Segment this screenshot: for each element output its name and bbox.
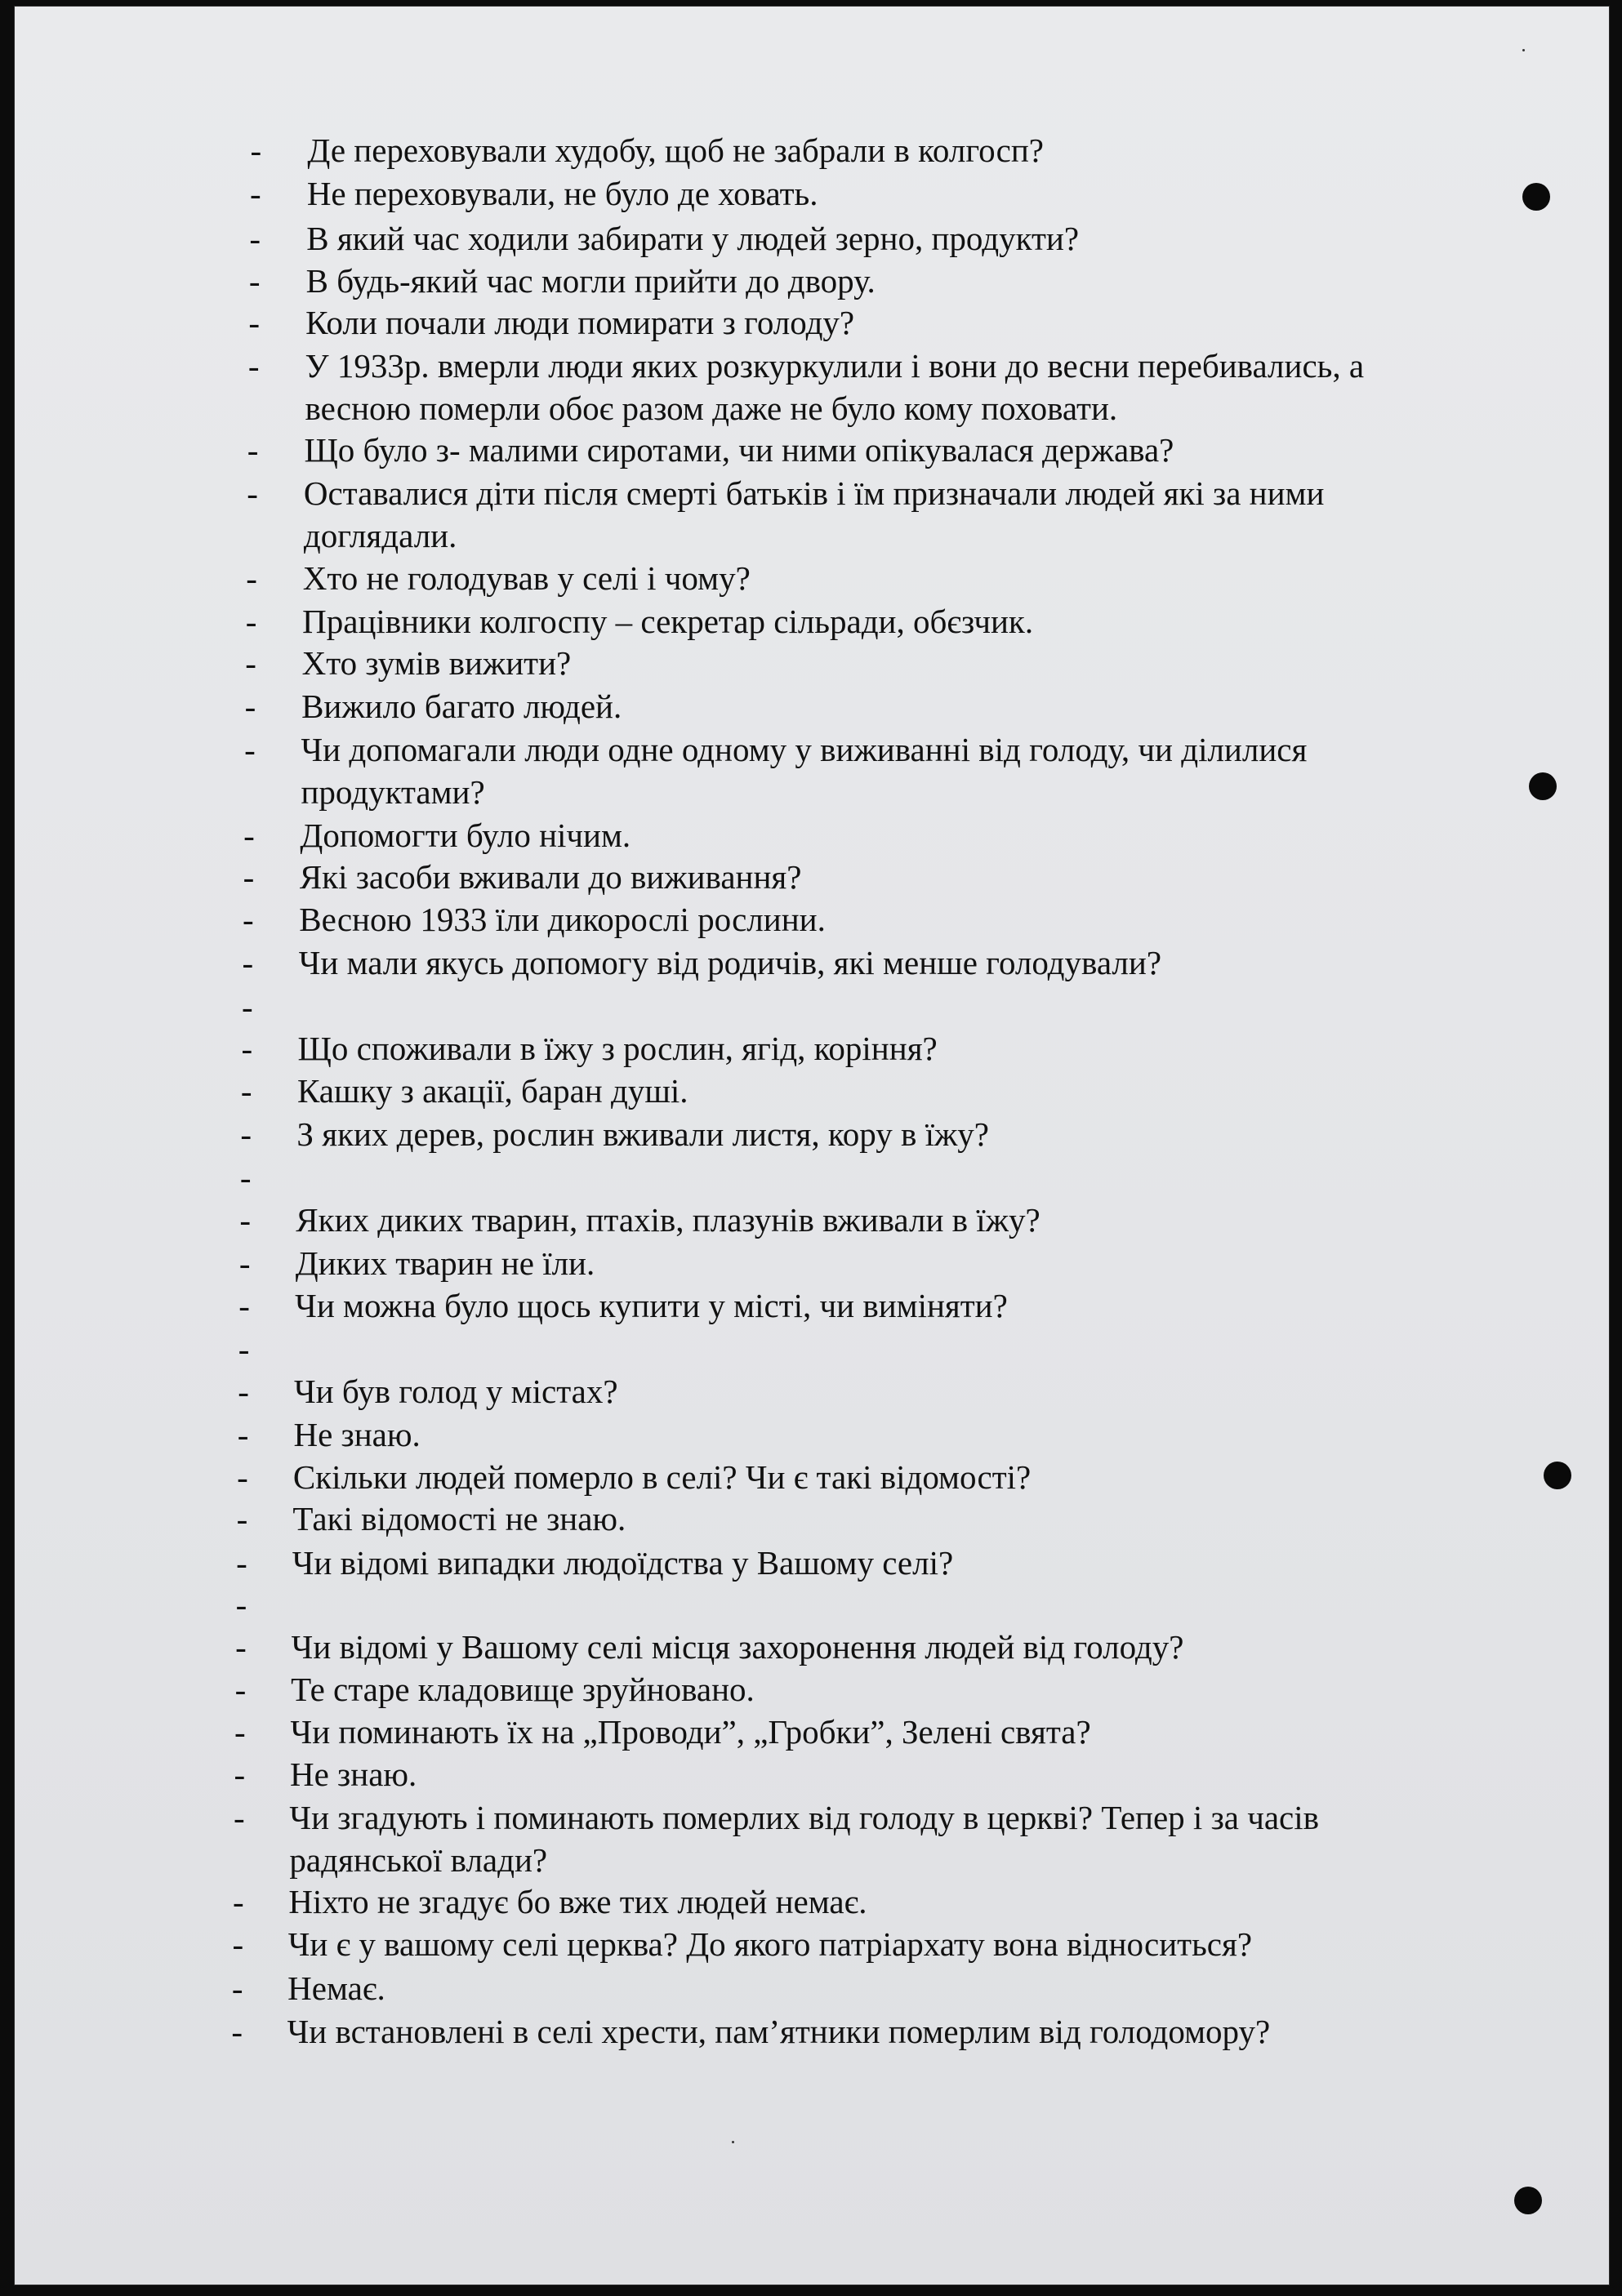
interview-line [15,642,1609,684]
list-dash: - [237,1416,249,1453]
line-text: Вижило багато людей. [301,687,622,725]
list-dash: - [239,1201,251,1239]
line-text: Чи можна було щось купити у місті, чи виміняти? [295,1287,1008,1324]
interview-line [15,728,1609,813]
list-dash: - [245,603,257,640]
line-text: Скільки людей померло в селі? Чи є такі відомості? [292,1458,1032,1496]
line-text: Хто зумів вижити? [301,644,572,682]
line-text: Чи згадують і поминають померлих від голоду в церкві? Тепер і за часів [289,1799,1319,1836]
line-text: Диких тварин не їли. [295,1244,595,1282]
interview-line [15,1113,1609,1155]
list-dash: - [236,1544,247,1582]
interview-line [15,1242,1609,1284]
line-text-continuation: доглядали. [303,517,457,554]
list-dash: - [236,1500,248,1537]
line-text: У 1933р. вмерли люди яких розкуркулили і вони до весни перебивались, а [305,347,1365,385]
list-dash: - [247,347,260,385]
interview-line [15,898,1609,941]
line-text-continuation: радянської влади? [289,1841,548,1879]
list-dash: - [242,944,254,981]
interview-line [15,1542,1609,1584]
line-text: Коли почали люди помирати з голоду? [305,304,855,341]
list-dash: - [246,559,257,597]
scan-speck [1522,49,1525,51]
line-text: Оставалися діти після смерті батьків і їм призначали людей які за ними [303,474,1325,512]
line-text: Де переховували худобу, щоб не забрали в колгосп? [307,131,1044,169]
list-dash: - [232,1925,244,1963]
interview-line [15,1027,1609,1070]
list-dash: - [240,1072,252,1110]
list-dash: - [249,175,261,212]
list-dash: - [241,988,253,1026]
line-text: В який час ходили забирати у людей зерно, продукти? [306,220,1080,257]
interview-line [15,986,1609,1028]
list-dash: - [245,644,256,682]
interview-line [15,472,1609,557]
list-dash: - [238,1244,251,1282]
interview-line [15,172,1609,215]
list-dash: - [235,1586,247,1623]
line-text: Чи є у вашому селі церква? До якого патріархату вона відноситься? [287,1925,1253,1963]
interview-line [15,1796,1609,1881]
list-dash: - [234,1799,245,1836]
line-text: Чи був голод у містах? [294,1373,618,1410]
line-text: Яких диких тварин, птахів, плазунів вживали в їжу? [296,1201,1040,1239]
interview-line [15,1456,1609,1498]
line-text: Чи мали якусь допомогу від родичів, які менше голодували? [298,944,1162,981]
list-dash: - [243,858,255,896]
interview-line [15,1284,1609,1327]
interview-line [15,557,1609,599]
line-text: З яких дерев, рослин вживали листя, кору в їжу? [296,1115,989,1153]
line-text: Чи встановлені в селі хрести, пам’ятники померлим від голодомору? [287,2013,1271,2050]
interview-line [15,1497,1609,1540]
interview-line [15,429,1609,471]
list-dash: - [234,1755,246,1793]
line-text: Такі відомості не знаю. [292,1500,626,1537]
line-text: Допомогти було нічим. [300,817,631,854]
interview-line [15,1753,1609,1795]
interview-line [15,1626,1609,1668]
interview-line [15,1156,1609,1199]
list-dash: - [248,304,261,341]
line-text: Те старе кладовище зруйновано. [291,1671,755,1708]
line-text: Не знаю. [293,1416,421,1453]
interview-line [15,217,1609,260]
line-text: Не знаю. [290,1755,417,1793]
document-page [15,7,1609,2285]
interview-line [15,1413,1609,1456]
interview-line [15,1668,1609,1711]
interview-line [15,1967,1609,2009]
interview-line [15,1070,1609,1112]
list-dash: - [250,131,262,169]
interview-line [15,1923,1609,1965]
list-dash: - [235,1628,247,1666]
line-text: В будь-який час могли прийти до двору. [305,262,876,300]
interview-line [15,941,1609,984]
interview-line [15,2010,1609,2053]
list-dash: - [239,1159,252,1196]
interview-line [15,129,1609,171]
line-text: Весною 1933 їли дикорослі рослини. [299,901,826,938]
list-dash: - [247,431,259,469]
interview-line [15,1711,1609,1753]
interview-line [15,685,1609,728]
list-dash: - [238,1330,250,1368]
punch-hole [1514,2187,1542,2214]
interview-line [15,1328,1609,1370]
list-dash: - [248,262,261,300]
list-dash: - [231,1969,243,2007]
list-dash: - [243,901,254,938]
line-text-continuation: продуктами? [301,773,485,811]
interview-line [15,260,1609,302]
line-text-continuation: весною померли обоє разом даже не було кому поховати. [305,389,1118,427]
line-text: Ніхто не згадує бо вже тих людей немає. [288,1883,867,1920]
interview-line [15,1880,1609,1923]
line-text: Працівники колгоспу – секретар сільради, обєзчик. [302,603,1034,640]
interview-line [15,814,1609,857]
list-dash: - [238,1287,250,1324]
line-text: Немає. [287,1969,385,2007]
line-text: Що було з- малими сиротами, чи ними опікувалася держава? [304,431,1174,469]
line-text: Кашку з акації, баран душі. [297,1072,688,1110]
list-dash: - [247,474,258,512]
list-dash: - [240,1115,252,1153]
line-text: Чи відомі випадки людоїдства у Вашому селі? [292,1544,954,1582]
list-dash: - [231,2013,243,2050]
list-dash: - [232,1883,244,1920]
list-dash: - [244,731,256,768]
line-text: Хто не голодував у селі і чому? [302,559,751,597]
line-text: Не переховували, не було де ховать. [306,175,818,212]
interview-line [15,856,1609,898]
interview-line [15,600,1609,643]
interview-line [15,1583,1609,1626]
line-text: Чи відомі у Вашому селі місця захоронення людей від голоду? [291,1628,1184,1666]
list-dash: - [234,1713,246,1751]
list-dash: - [243,817,255,854]
line-text: Що споживали в їжу з рослин, ягід, коріння? [297,1030,938,1067]
list-dash: - [241,1030,253,1067]
list-dash: - [249,220,261,257]
line-text: Чи поминають їх на „Проводи”, „Гробки”, Зелені свята? [290,1713,1091,1751]
interview-line [15,301,1609,344]
interview-line [15,345,1609,429]
list-dash: - [244,687,256,725]
interview-line [15,1370,1609,1413]
list-dash: - [237,1458,248,1496]
interview-line [15,1199,1609,1241]
list-dash: - [234,1671,247,1708]
list-dash: - [238,1373,249,1410]
scan-speck [732,2141,734,2143]
line-text: Чи допомагали люди одне одному у виживанні від голоду, чи ділилися [301,731,1308,768]
line-text: Які засоби вживали до виживання? [299,858,802,896]
